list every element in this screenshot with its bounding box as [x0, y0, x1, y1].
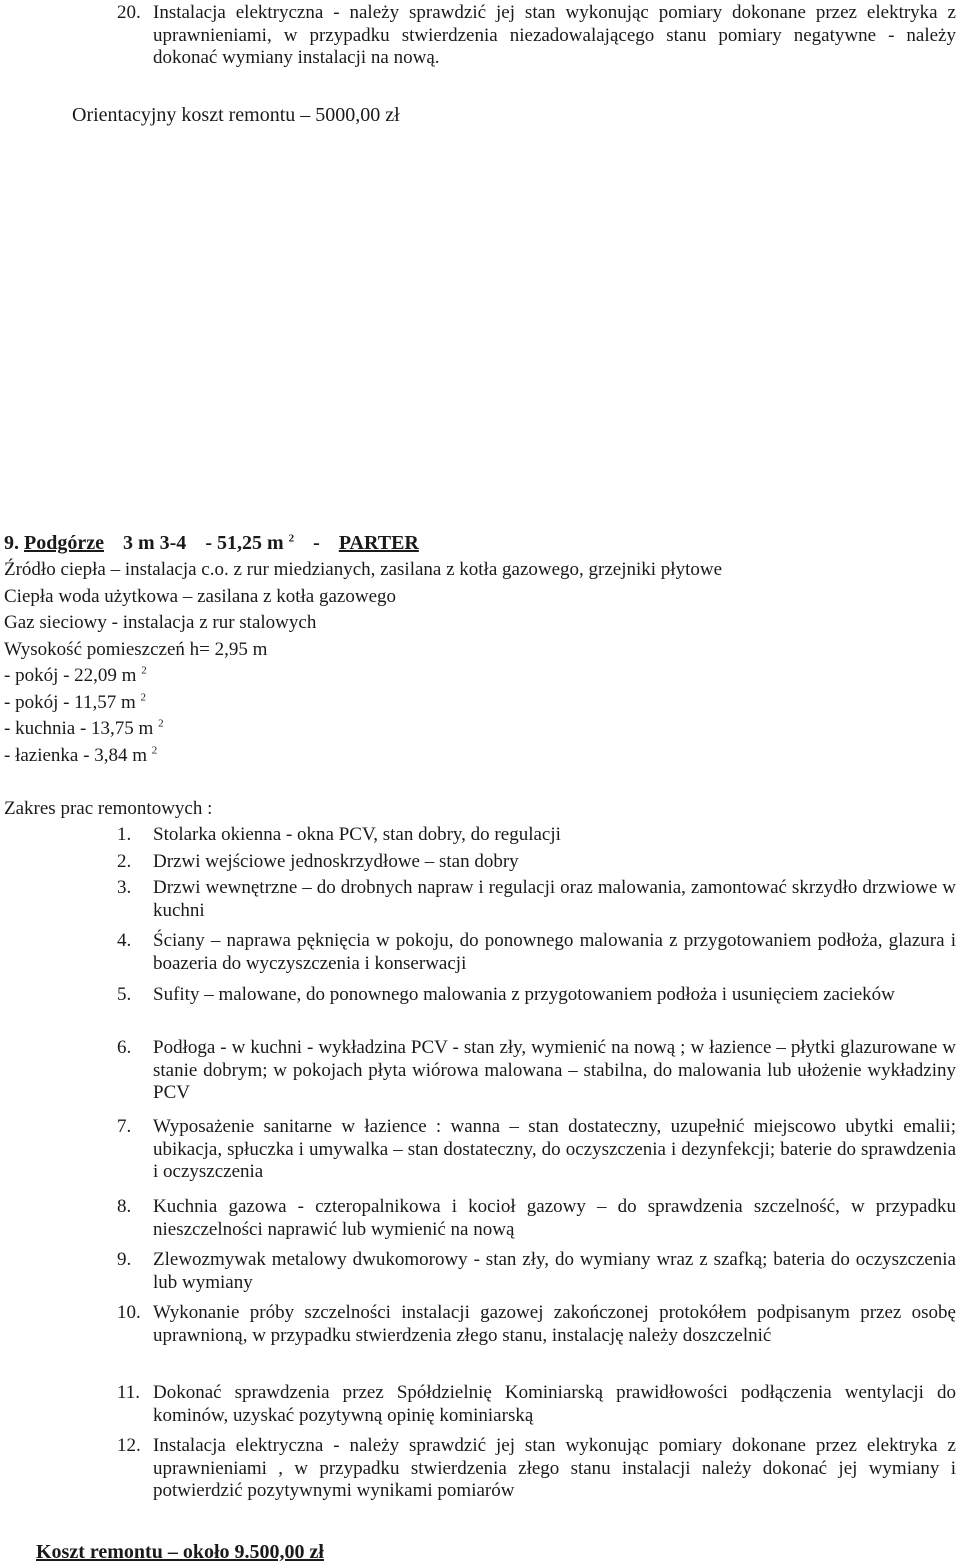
list-item-text: Zlewozmywak metalowy dwukomorowy - stan zły, do wymiany wraz z szafką; bateria do oczyszczenia lub wymiany	[153, 1249, 956, 1293]
list-item-number: 3.	[117, 877, 132, 898]
heat-source: Źródło ciepła – instalacja c.o. z rur miedzianych, zasilana z kotła gazowego, grzejniki płytowe	[4, 559, 723, 580]
list-item-text: Kuchnia gazowa - czteropalnikowa i kocioł gazowy – do sprawdzenia szczelność, w przypadku nieszczelności naprawić lub wymienić na nową	[153, 1196, 956, 1240]
list-item-number: 12.	[117, 1435, 141, 1456]
list-item-number: 20.	[117, 2, 141, 23]
list-item-number: 5.	[117, 984, 132, 1005]
list-item-text: Ściany – naprawa pęknięcia w pokoju, do ponownego malowania z przygotowaniem podłoża, glazura i boazeria do wyczyszczenia i konserwacji	[153, 930, 956, 974]
gas-supply: Gaz sieciowy - instalacja z rur stalowych	[4, 612, 317, 633]
list-item-text: Instalacja elektryczna - należy sprawdzić jej stan wykonując pomiary dokonane przez elektryka z uprawnieniami, w przypadku stwierdzenia niezadowalającego stanu pomiary negatywne - należy dokonać wymiany instalacji na nową.	[153, 2, 956, 68]
scope-title: Zakres prac remontowych :	[4, 798, 213, 819]
section-floor: PARTER	[338, 532, 419, 554]
list-item-text: Wyposażenie sanitarne w łazience : wanna – stan dostateczny, uzupełnić miejscowo ubytki emalii; ubikacja, spłuczka i umywalka – stan dostateczny, do oczyszczenia i dezynfekcji; baterie do sprawdzenia i oczyszczenia	[153, 1116, 956, 1182]
list-item-number: 7.	[117, 1116, 132, 1137]
list-item-number: 10.	[117, 1302, 141, 1323]
list-item-number: 11.	[117, 1382, 141, 1403]
list-item-number: 1.	[117, 824, 132, 845]
room-item: - łazienka - 3,84 m $^2$	[4, 744, 158, 766]
section-floor-dash: -	[313, 532, 320, 554]
list-item-text: Sufity – malowane, do ponownego malowania z przygotowaniem podłoża i usunięciem zacieków	[153, 984, 895, 1005]
section-area: - 51,25 m $^2$	[205, 532, 295, 554]
list-item-text: Drzwi wewnętrzne – do drobnych napraw i regulacji oraz malowania, zamontować skrzydło drzwiowe w kuchni	[153, 877, 956, 921]
section-location: Podgórze	[24, 532, 104, 554]
room-height: Wysokość pomieszczeń h= 2,95 m	[4, 639, 268, 660]
list-item-number: 8.	[117, 1196, 132, 1217]
list-item-text: Podłoga - w kuchni - wykładzina PCV - stan zły, wymienić na nową ; w łazience – płytki glazurowane w stanie dobrym; w pokojach płyta wiórowa malowana – stabilna, do malowania lub ułożenie wykładziny PCV	[153, 1037, 956, 1103]
hot-water: Ciepła woda użytkowa – zasilana z kotła gazowego	[4, 586, 396, 607]
list-item-text: Instalacja elektryczna - należy sprawdzić jej stan wykonując pomiary dokonane przez elektryka z uprawnieniami , w przypadku stwierdzenia złego stanu instalacji należy dokonać jej wymiany i potwierdzić pozytywnymi wynikami pomiarów	[153, 1435, 956, 1501]
list-item-text: Drzwi wejściowe jednoskrzydłowe – stan dobry	[153, 851, 519, 872]
list-item-text: Wykonanie próby szczelności instalacji gazowej zakończonej protokółem podpisanym przez osobę uprawnioną, w przypadku stwierdzenia złego stanu, instalację należy doszczelnić	[153, 1302, 956, 1346]
list-item-number: 6.	[117, 1037, 132, 1058]
room-item: - pokój - 11,57 m $^2$	[4, 691, 147, 713]
room-item: - kuchnia - 13,75 m $^2$	[4, 717, 164, 739]
section-heading	[4, 532, 419, 555]
estimated-cost: Orientacyjny koszt remontu – 5000,00 zł	[72, 104, 400, 126]
total-cost: Koszt remontu – około 9.500,00 zł	[36, 1541, 324, 1563]
list-item-text: Dokonać sprawdzenia przez Spółdzielnię Kominiarską prawidłowości podłączenia wentylacji do kominów, uzyskać pozytywną opinię kominiarską	[153, 1382, 956, 1426]
section-unit: 3 m 3-4	[122, 532, 187, 554]
section-number: 9.	[4, 532, 19, 554]
list-item-number: 2.	[117, 851, 132, 872]
list-item-number: 4.	[117, 930, 132, 951]
list-item-text: Stolarka okienna - okna PCV, stan dobry, do regulacji	[153, 824, 561, 845]
list-item-number: 9.	[117, 1249, 132, 1270]
room-item: - pokój - 22,09 m $^2$	[4, 664, 147, 686]
